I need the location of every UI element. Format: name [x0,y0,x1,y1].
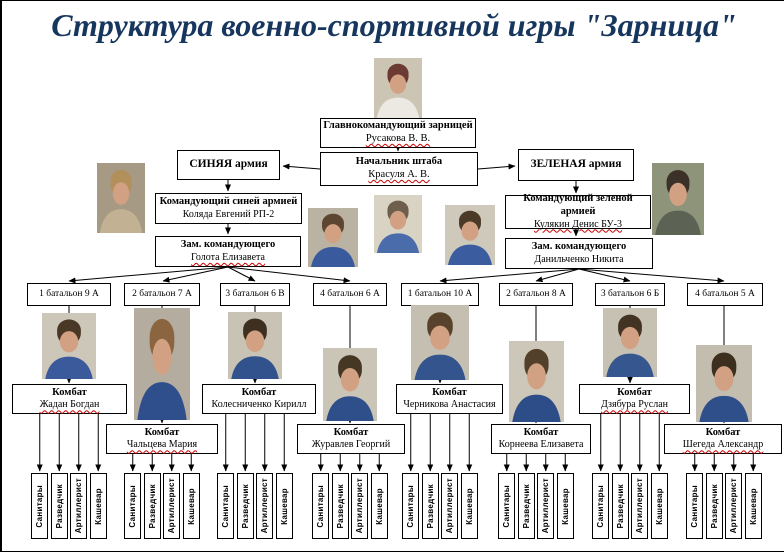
combat-box [396,384,503,414]
squad-role-box [276,473,293,539]
squad-role-box [498,473,515,539]
combat-photo [228,312,282,379]
squad-role-box [256,473,273,539]
squad-role-label: Кашевар [93,487,103,525]
squad-role-box [441,473,458,539]
squad-role-box [144,473,161,539]
combat-photo [134,308,190,420]
combat-photo [323,348,377,421]
squad-role-box [217,473,234,539]
combat-name: Шегеда Александр [682,439,764,451]
squad-role-label: Разведчик [335,483,345,529]
chief-commander-box [320,118,476,148]
combat-box [12,384,127,414]
green-army-commander-role: Командующий зеленой армией [523,193,633,217]
photo-chief-commander [374,58,422,118]
squad-role-label: Кашевар [654,487,664,525]
green-army-box [518,149,634,181]
photo-blue-army-deputy [308,208,358,267]
green-army-deputy-box [505,238,653,269]
squad-role-label: Кашевар [748,487,758,525]
squad-role-label: Артиллерист [729,478,739,534]
combat-photo [509,341,564,422]
battalion-box [595,283,665,306]
photo-green-army-deputy [445,205,495,265]
squad-role-label: Артиллерист [74,478,84,534]
squad-role-box [631,473,648,539]
squad-role-box [163,473,180,539]
combat-role: Комбат [241,386,277,398]
squad-role-box [557,473,574,539]
battalion-box [220,283,290,306]
squad-role-label: Санитары [596,484,606,528]
squad-role-label: Кашевар [186,487,196,525]
green-army-commander-name: Кулякин Денис БУ-3 [534,218,622,230]
blue-army-deputy-box [155,236,301,267]
combat-role: Комбат [52,386,87,398]
combat-name: Жадан Богдан [39,399,100,411]
combat-name: Черникова Анастасия [403,399,496,411]
squad-role-label: Артиллерист [260,478,270,534]
combat-photo [603,308,657,377]
squad-role-label: Разведчик [709,483,719,529]
battalion-label: 4 батальон 5 А [695,288,755,299]
chief-commander-role: Главнокомандующий зарницей [323,120,473,132]
combat-role: Комбат [705,426,741,438]
squad-role-box [422,473,439,539]
combat-name: Журавлев Георгий [311,439,391,451]
battalion-box [401,283,479,306]
chief-commander-name: Русакова В. В. [365,133,431,144]
squad-role-label: Разведчик [240,483,250,529]
battalion-label: 1 батальон 9 А [39,288,99,299]
green-army-deputy-name: Данильченко Никита [534,253,624,265]
combat-name: Чальцева Мария [126,439,198,451]
combat-name: Колесниченко Кирилл [211,399,307,411]
combat-box [106,424,218,454]
squad-role-label: Санитары [690,484,700,528]
squad-role-box [461,473,478,539]
squad-role-label: Кашевар [464,487,474,525]
squad-role-label: Санитары [128,484,138,528]
combat-box [297,424,405,454]
battalion-label: 1 батальон 10 А [407,288,473,299]
squad-role-box [592,473,609,539]
photo-blue-army-commander [97,163,145,233]
blue-army-commander-name: Коляда Евгений РП-2 [182,208,275,220]
combat-photo [696,345,752,422]
squad-role-box [612,473,629,539]
combat-role: Комбат [523,426,559,438]
squad-role-box [237,473,254,539]
squad-role-label: Артиллерист [355,478,365,534]
squad-role-box [725,473,742,539]
combat-box [664,424,782,454]
combat-photo [42,313,96,379]
green-army-deputy-role: Зам. командующего [531,241,627,253]
blue-army-box [177,150,280,180]
photo-green-army-commander [652,163,704,235]
combat-box [491,424,591,454]
squad-role-box [351,473,368,539]
squad-role-label: Разведчик [615,483,625,529]
squad-role-label: Разведчик [54,483,64,529]
green-army-label: ЗЕЛЕНАЯ армия [530,158,622,171]
squad-role-label: Санитары [221,484,231,528]
staff-chief-box [320,152,478,186]
squad-role-label: Разведчик [147,483,157,529]
battalion-label: 4 батальон 6 А [320,288,380,299]
blue-army-label: СИНЯЯ армия [189,158,268,171]
combat-box [202,384,316,414]
squad-role-box [90,473,107,539]
photo-staff-chief [374,195,422,253]
squad-role-box [537,473,554,539]
combat-role: Комбат [617,386,652,398]
squad-role-label: Артиллерист [635,478,645,534]
squad-role-label: Артиллерист [541,478,551,534]
squad-role-box [124,473,141,539]
squad-role-box [332,473,349,539]
squad-role-box [183,473,200,539]
battalion-box [124,283,200,306]
battalion-box [687,283,763,306]
squad-role-label: Санитары [35,484,45,528]
battalion-label: 3 батальон 6 В [225,288,285,299]
squad-role-label: Разведчик [425,483,435,529]
squad-role-label: Разведчик [521,483,531,529]
battalion-box [27,283,111,306]
blue-army-deputy-role: Зам. командующего [180,239,276,251]
battalion-label: 2 батальон 8 А [506,288,566,299]
squad-role-label: Кашевар [279,487,289,525]
squad-role-label: Санитары [502,484,512,528]
combat-name: Дзябура Руслан [600,399,669,411]
green-army-commander-box [505,195,651,229]
squad-role-box [651,473,668,539]
squad-role-label: Артиллерист [445,478,455,534]
blue-army-commander-box [155,193,302,224]
combat-box [579,384,690,414]
squad-role-box [371,473,388,539]
combat-role: Комбат [144,426,180,438]
combat-role: Комбат [333,426,369,438]
squad-role-label: Санитары [406,484,416,528]
blue-army-deputy-name: Голота Елизавета [191,251,265,263]
squad-role-box [312,473,329,539]
blue-army-commander-role: Командующий синей армией [159,196,298,208]
squad-role-label: Санитары [316,484,326,528]
squad-role-box [51,473,68,539]
combat-role: Комбат [432,386,467,398]
page-title: Структура военно-спортивной игры "Зарница" [51,7,737,43]
battalion-label: 3 батальон 6 Б [600,288,660,299]
staff-chief-role: Начальник штаба [355,156,443,168]
squad-role-box [70,473,87,539]
battalion-box [313,283,387,306]
squad-role-label: Кашевар [374,487,384,525]
squad-role-box [518,473,535,539]
combat-photo [411,305,469,380]
squad-role-box [31,473,48,539]
squad-role-label: Кашевар [560,487,570,525]
squad-role-box [402,473,419,539]
squad-role-box [706,473,723,539]
squad-role-box [686,473,703,539]
battalion-box [499,283,573,306]
staff-chief-name: Красуля А. В. [368,169,430,180]
combat-name: Корнеева Елизавета [498,439,584,451]
battalion-label: 2 батальон 7 А [132,288,192,299]
squad-role-box [745,473,762,539]
squad-role-label: Артиллерист [167,478,177,534]
